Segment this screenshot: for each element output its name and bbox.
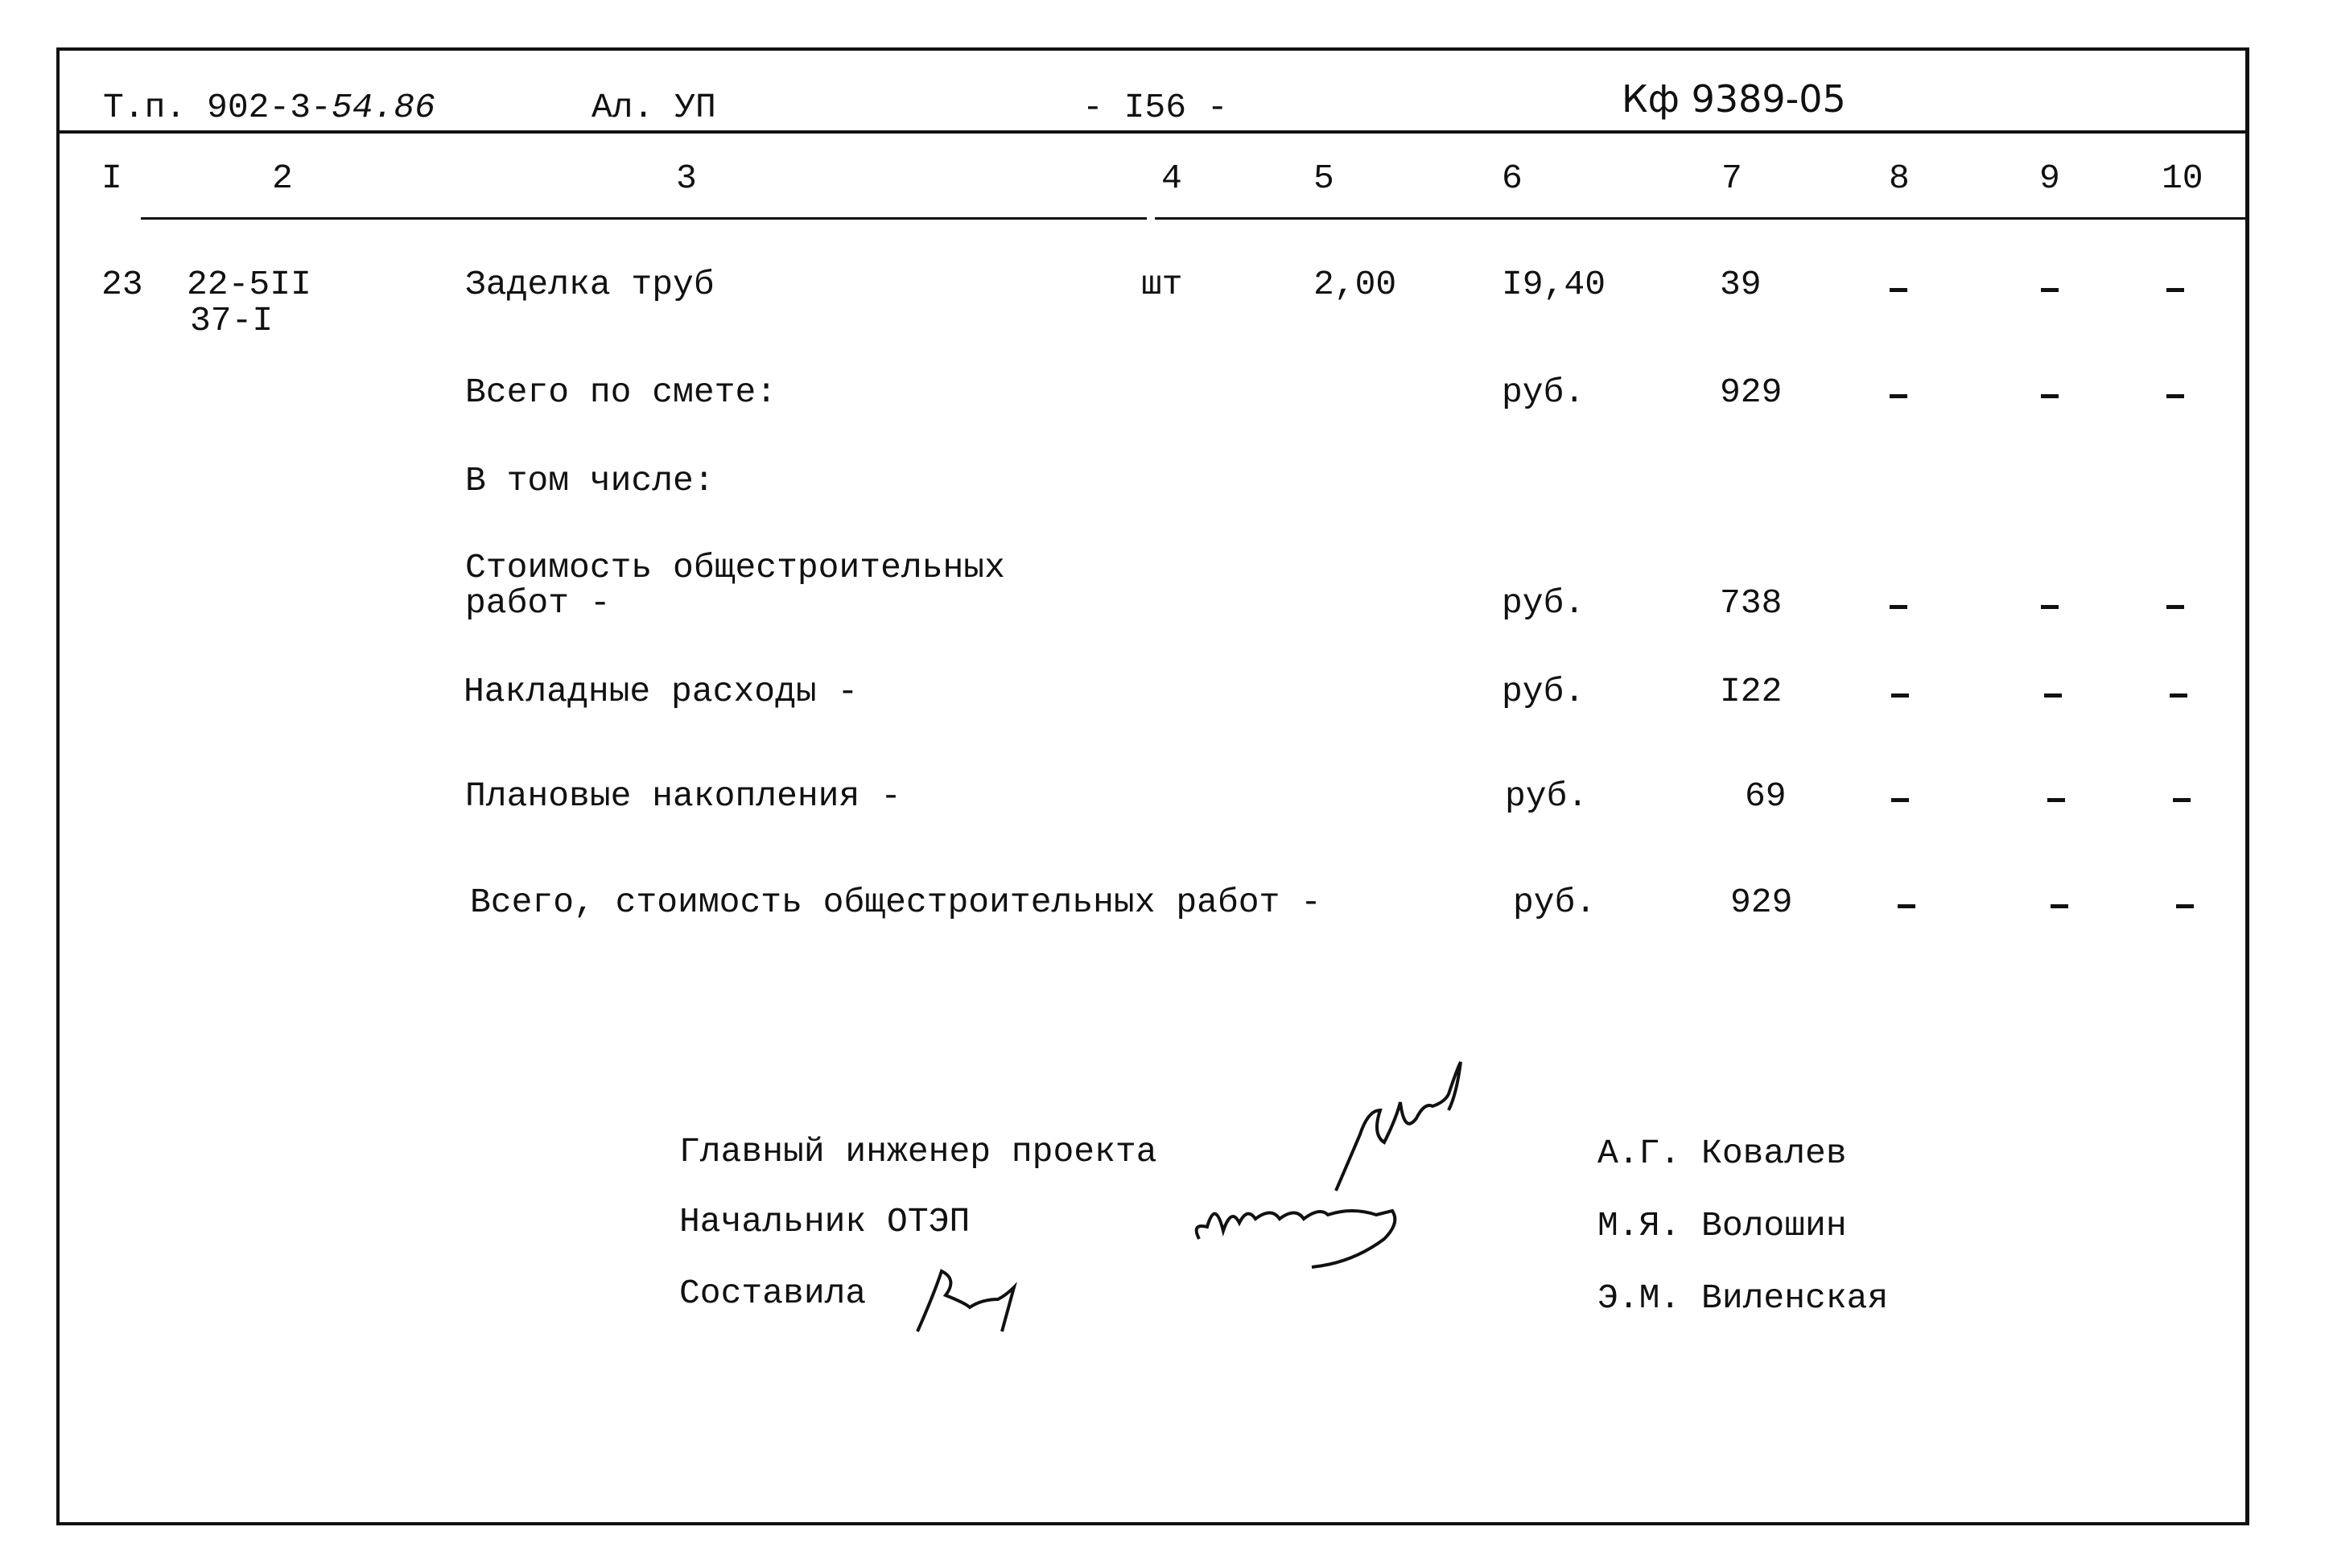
row-name: Заделка труб (465, 265, 715, 304)
row-dash-9 (2041, 288, 2059, 292)
doc-code: Кф 9389-05 (1622, 77, 1846, 121)
summary-total-value: 929 (1720, 372, 1783, 412)
signature-department-head (1191, 1191, 1497, 1271)
project-number (103, 90, 435, 125)
col-2: 2 (272, 158, 293, 198)
summary-total-unit: руб. (1502, 372, 1585, 412)
album: Ал. УП (592, 88, 716, 127)
row-dash-10 (2166, 288, 2184, 292)
col-9: 9 (2039, 158, 2060, 198)
dash (2176, 904, 2194, 908)
dash (2041, 605, 2059, 609)
grand-total-label: Всего, стоимость общестроительных работ - (470, 883, 1321, 922)
col-1: I (101, 158, 122, 198)
row-qty: 2,00 (1313, 265, 1397, 304)
col-6: 6 (1502, 158, 1523, 198)
row-dash-8 (1890, 288, 1907, 292)
name-department-head: М.Я. Волошин (1597, 1206, 1847, 1245)
row-number: 23 (101, 265, 143, 304)
grand-total-value: 929 (1730, 883, 1793, 922)
grand-total-unit: руб. (1513, 883, 1597, 922)
project-suffix: 54.86 (331, 88, 435, 127)
row-price: I9,40 (1502, 265, 1606, 304)
construction-cost-unit: руб. (1502, 583, 1585, 623)
dash (1890, 605, 1907, 609)
overhead-unit: руб. (1502, 672, 1585, 711)
role-department-head: Начальник ОТЭП (679, 1202, 971, 1241)
construction-cost-value: 738 (1720, 583, 1783, 623)
name-compiler: Э.М. Виленская (1597, 1278, 1889, 1318)
row-total: 39 (1720, 265, 1762, 304)
planned-savings-label: Плановые накопления - (465, 776, 901, 816)
dash (2047, 798, 2065, 802)
overhead-value: I22 (1720, 672, 1783, 711)
including-label: В том числе: (465, 461, 715, 500)
summary-total-label: Всего по смете: (465, 372, 777, 412)
col-5: 5 (1313, 158, 1334, 198)
dash (1898, 904, 1915, 908)
dash (2170, 693, 2187, 698)
overhead-label: Накладные расходы - (464, 672, 859, 711)
construction-cost-label-2: работ - (465, 583, 611, 623)
name-chief-engineer: А.Г. Ковалев (1597, 1134, 1847, 1173)
dash (1891, 798, 1909, 802)
col-3: 3 (676, 158, 697, 198)
row-unit: шт (1141, 265, 1183, 304)
role-compiler: Составила (679, 1274, 867, 1313)
row-code-2: 37-I (190, 301, 274, 340)
col-7: 7 (1721, 158, 1742, 198)
construction-cost-label-1: Стоимость общестроительных (465, 548, 1005, 587)
dash (2051, 904, 2068, 908)
page-number: - I56 - (1082, 88, 1228, 127)
dash (2044, 693, 2062, 698)
header-divider (56, 130, 2249, 134)
planned-savings-unit: руб. (1505, 776, 1589, 816)
col-8: 8 (1889, 158, 1910, 198)
dash (2166, 394, 2184, 398)
col-10: 10 (2162, 158, 2203, 198)
signature-chief-engineer (1304, 1062, 1481, 1199)
dash (2041, 394, 2059, 398)
column-header-divider (141, 217, 1147, 220)
dash (1891, 693, 1909, 698)
col-4: 4 (1161, 158, 1182, 198)
role-chief-engineer: Главный инженер проекта (679, 1132, 1157, 1171)
dash (2173, 798, 2191, 802)
project-prefix: Т.п. 902-3- (103, 88, 332, 127)
column-header-divider-right (1155, 217, 2249, 220)
dash (2166, 605, 2184, 609)
row-code-1: 22-5II (187, 265, 311, 304)
planned-savings-value: 69 (1745, 776, 1787, 816)
signature-compiler (909, 1263, 1070, 1344)
dash (1890, 394, 1907, 398)
